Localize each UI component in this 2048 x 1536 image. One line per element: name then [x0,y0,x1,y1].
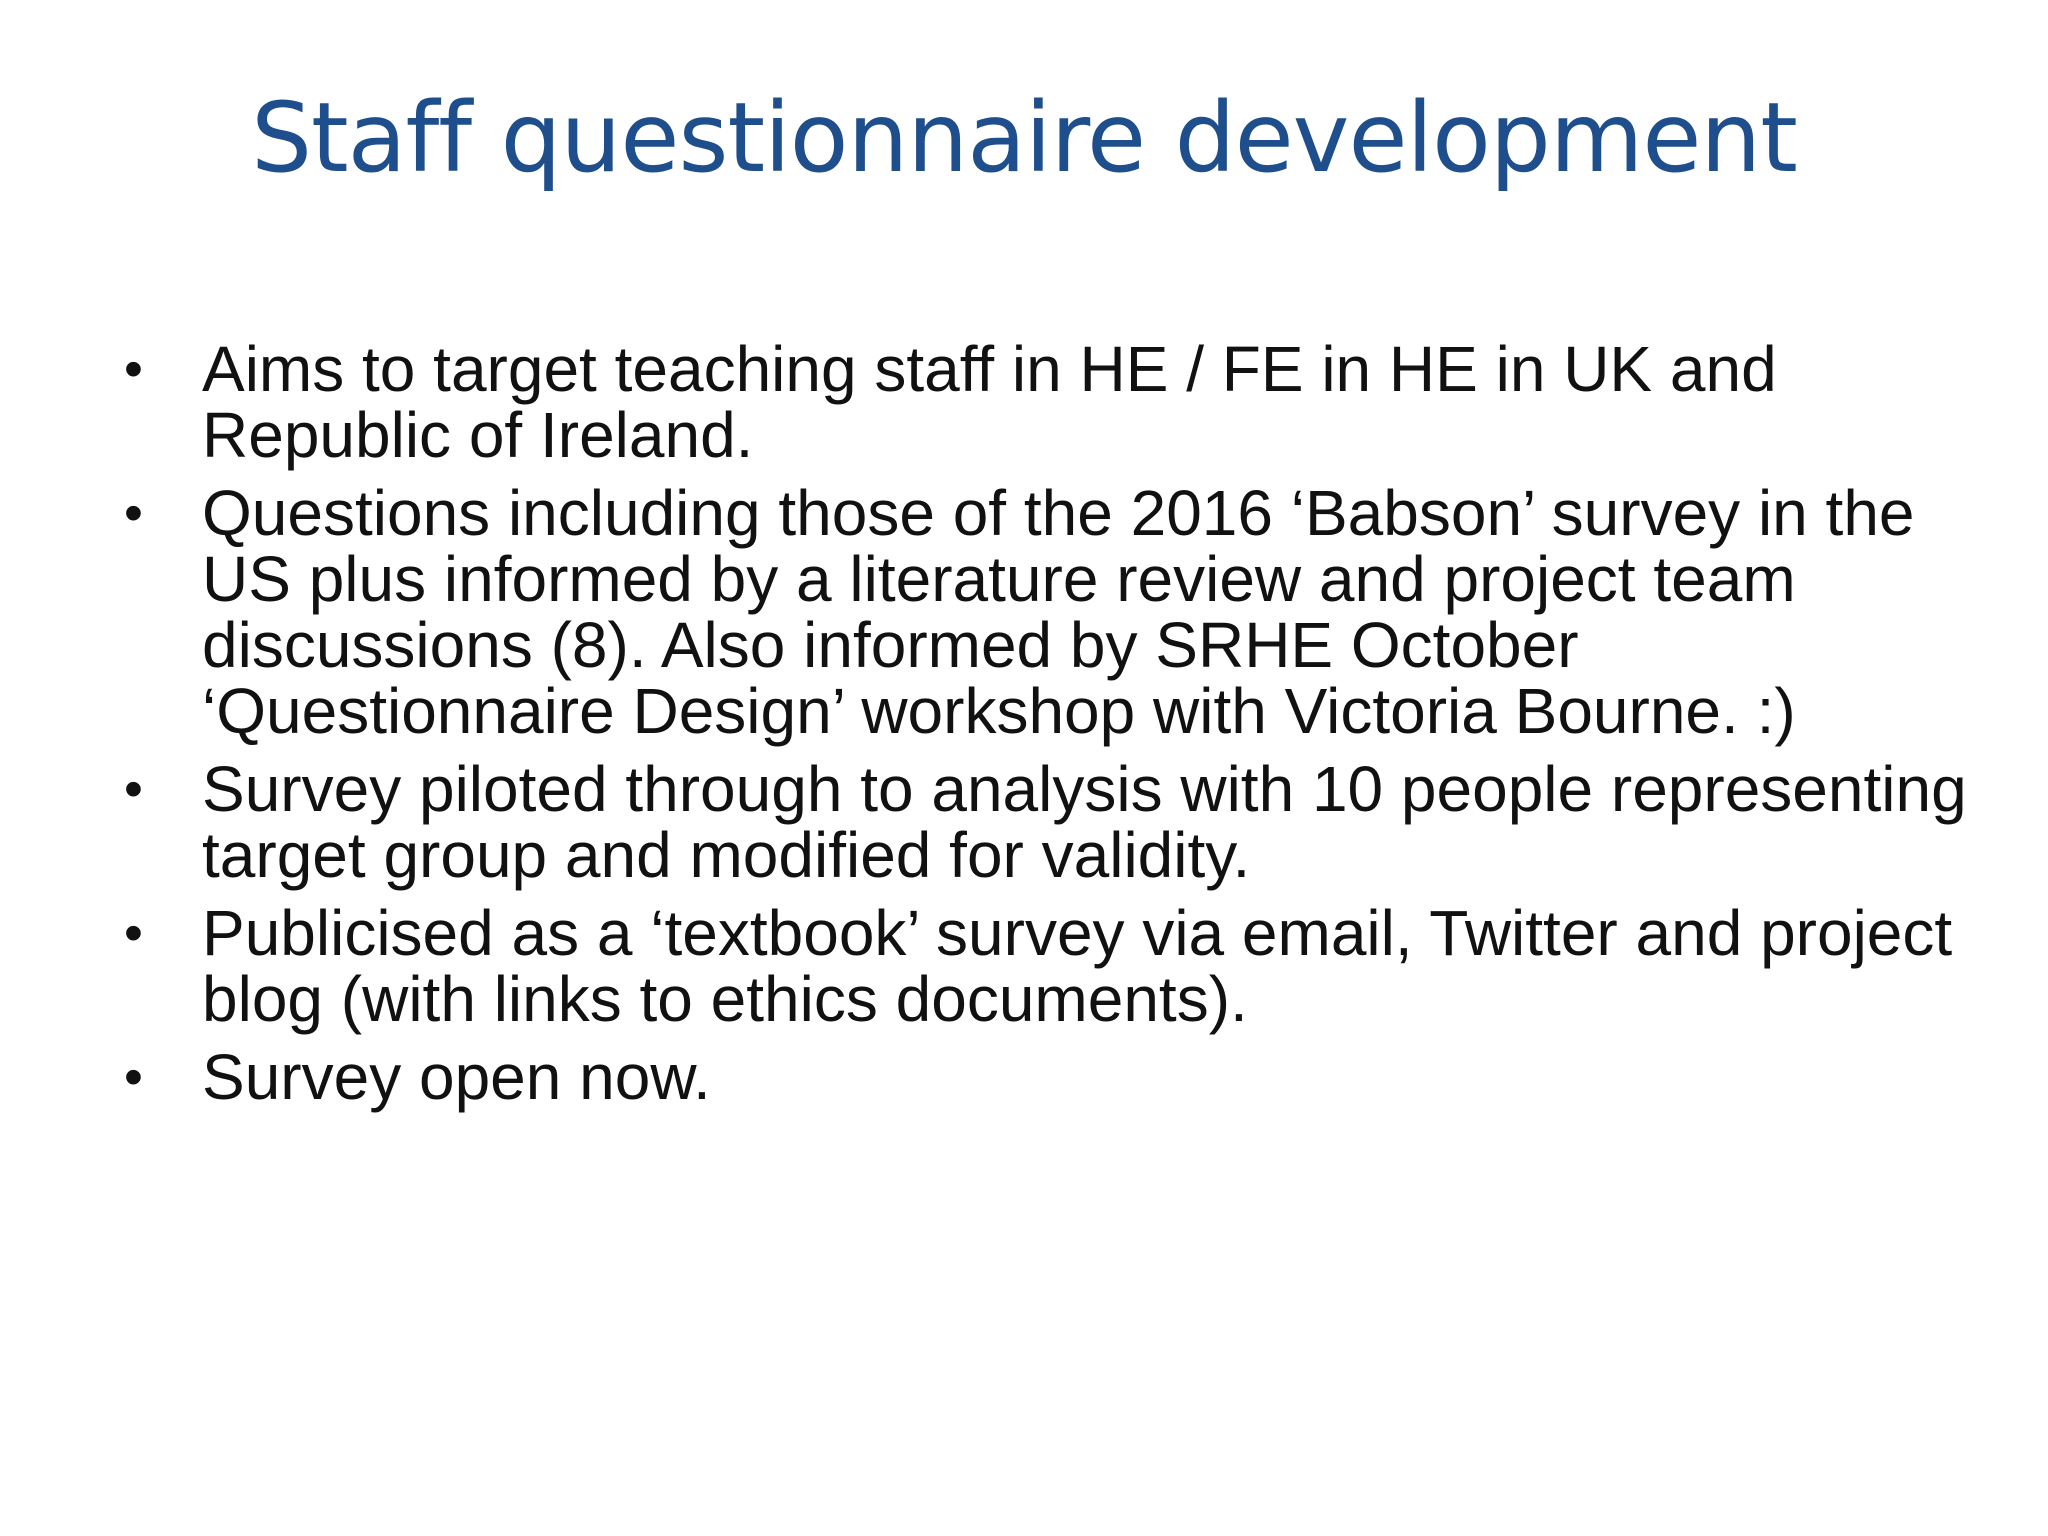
bullet-item [120,477,1980,747]
bullet-dot-icon: • [124,339,143,399]
bullet-text: Aims to target teaching staff in HE / FE in HE in UK and Republic of Ireland. [202,333,1777,471]
bullet-item [120,333,1980,471]
bullet-text: Survey open now. [202,1041,711,1113]
slide-title: Staff questionnaire development [251,82,1797,194]
bullet-item [120,897,1980,1035]
bullet-list [120,333,1980,1122]
bullet-dot-icon: • [124,1047,143,1107]
bullet-item [120,1041,1980,1113]
bullet-text: Survey piloted through to analysis with 10 people representing target group and modified for validity. [202,753,1967,891]
bullet-dot-icon: • [124,759,143,819]
bullet-dot-icon: • [124,903,143,963]
bullet-item [120,753,1980,891]
bullet-text: Questions including those of the 2016 ‘Babson’ survey in the US plus informed by a literature review and project team discussions (8). Also informed by SRHE October ‘Questionnaire Design’ workshop with Victoria Bourne. :) [202,477,1915,747]
bullet-dot-icon: • [124,483,143,543]
bullet-text: Publicised as a ‘textbook’ survey via email, Twitter and project blog (with links to ethics documents). [202,897,1953,1035]
